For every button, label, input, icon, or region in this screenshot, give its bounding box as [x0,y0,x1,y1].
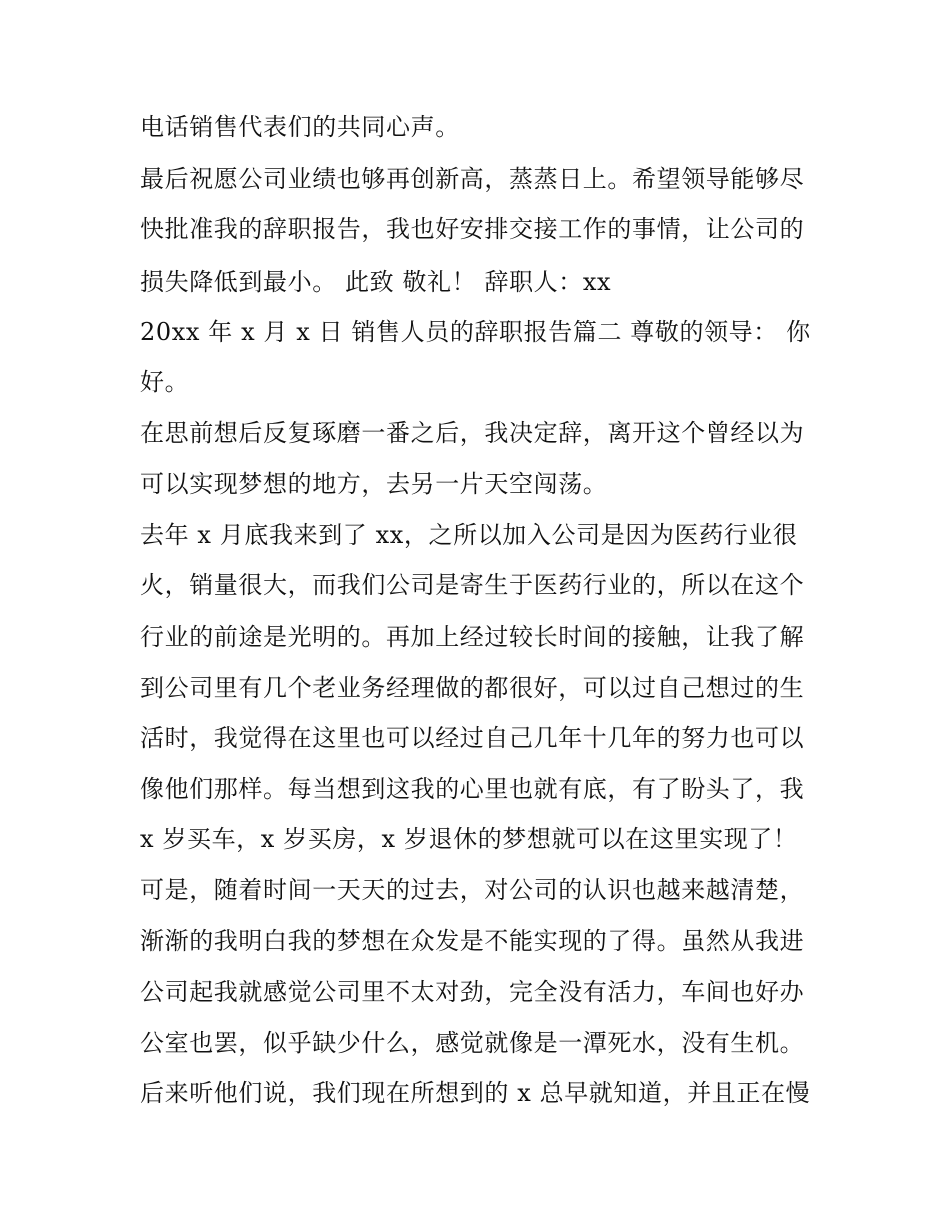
text-line: 在思前想后反复琢磨一番之后，我决定辞，离开这个曾经以为 [140,419,805,447]
text-line: 像他们那样。每当想到这我的心里也就有底，有了盼头了，我 [140,775,805,803]
text-line: x 岁买车，x 岁买房，x 岁退休的梦想就可以在这里实现了！ [140,825,798,853]
text-line: 快批准我的辞职报告，我也好安排交接工作的事情，让公司的 [140,215,805,243]
text-line: 渐渐的我明白我的梦想在众发是不能实现的了得。虽然从我进 [140,927,805,955]
text-line: 公室也罢，似乎缺少什么，感觉就像是一潭死水，没有生机。 [140,1029,805,1057]
text-line: 到公司里有几个老业务经理做的都很好，可以过自己想过的生 [140,674,805,702]
text-line: 活时，我觉得在这里也可以经过自己几年十几年的努力也可以 [140,724,805,752]
text-line: 可以实现梦想的地方，去另一片天空闯荡。 [140,470,608,498]
text-line: 后来听他们说，我们现在所想到的 x 总早就知道，并且正在慢 [140,1079,811,1107]
text-line: 行业的前途是光明的。再加上经过较长时间的接触，让我了解 [140,623,805,651]
text-line: 好。 [140,368,190,396]
text-line: 20xx 年 x 月 x 日 销售人员的辞职报告篇二 尊敬的领导： 你 [140,318,811,346]
text-line: 公司起我就感觉公司里不太对劲，完全没有活力，车间也好办 [140,978,805,1006]
text-line: 去年 x 月底我来到了 xx，之所以加入公司是因为医药行业很 [140,521,798,549]
text-line: 损失降低到最小。 此致 敬礼！ 辞职人：xx [140,268,612,296]
text-line: 最后祝愿公司业绩也够再创新高，蒸蒸日上。希望领导能够尽 [140,165,805,193]
text-line: 可是，随着时间一天天的过去，对公司的认识也越来越清楚， [140,876,805,904]
text-line: 火，销量很大，而我们公司是寄生于医药行业的，所以在这个 [140,571,805,599]
text-line: 电话销售代表们的共同心声。 [140,113,460,141]
